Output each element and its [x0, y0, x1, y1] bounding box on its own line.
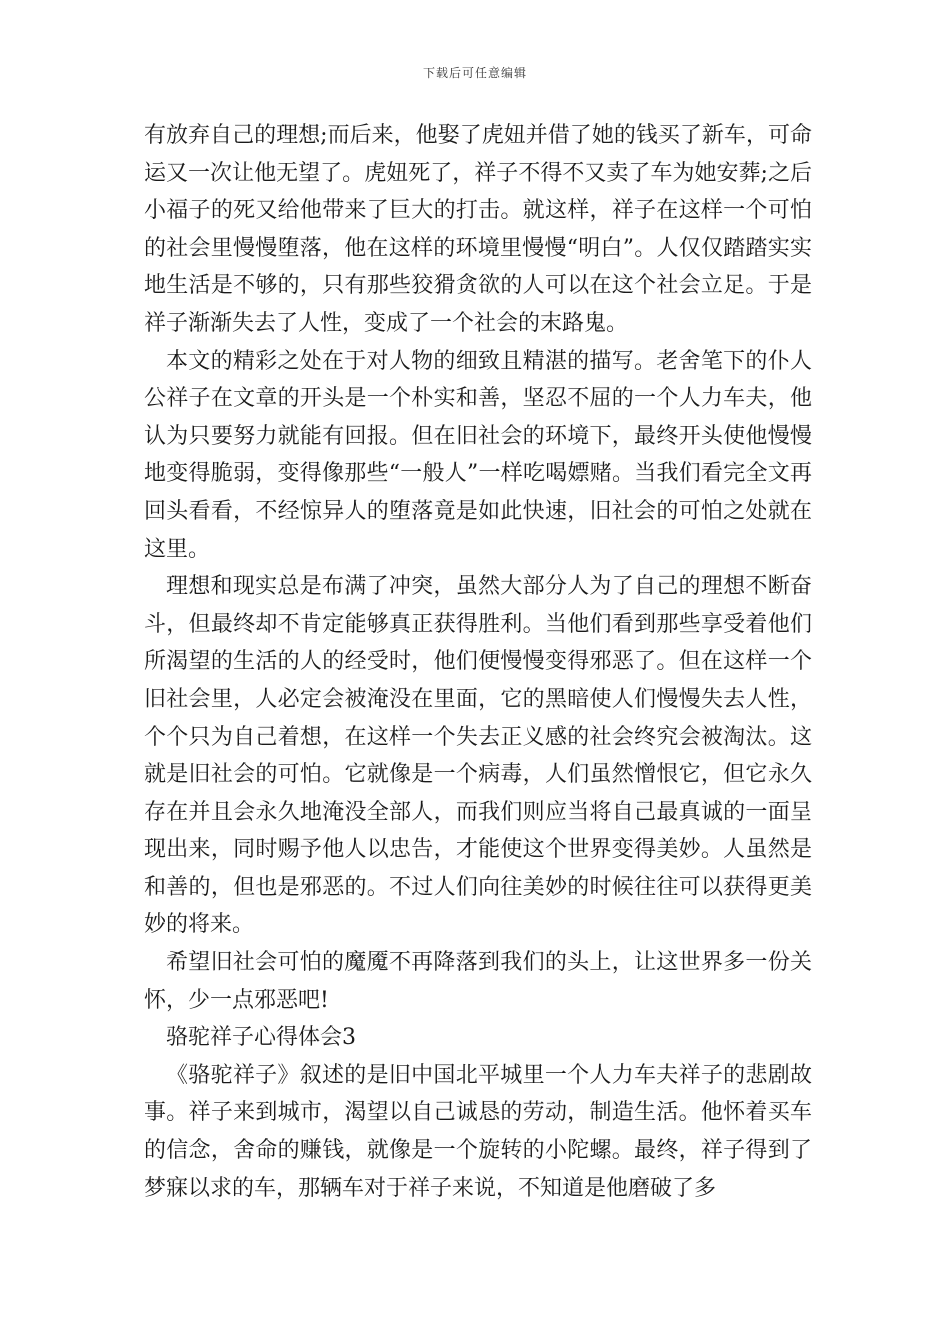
paragraph-ideal-reality: 理想和现实总是布满了冲突，虽然大部分人为了自己的理想不断奋斗，但最终却不肯定能够真正获得胜利。当他们看到那些享受着他们所渴望的生活的人的经受时，他们便慢慢变得邪恶了。但在这样一个旧社会里，人必定会被淹没在里面，它的黑暗使人们慢慢失去人性，个个只为自己着想，在这样一个失去正义感的社会终究会被淘汰。这就是旧社会的可怕。它就像是一个病毒，人们虽然憎恨它，但它永久存在并且会永久地淹没全部人，而我们则应当将自己最真诚的一面呈现出来，同时赐予他人以忠告，才能使这个世界变得美妙。人虽然是和善的，但也是邪恶的。不过人们向往美妙的时候往往可以获得更美妙的将来。 — [144, 574, 812, 938]
document-body — [144, 117, 812, 1207]
section-heading: 骆驼祥子心得体会3 — [166, 1025, 356, 1051]
page-header: 下载后可任意编辑 — [422, 66, 527, 80]
paragraph-analysis: 本文的精彩之处在于对人物的细致且精湛的描写。老舍笔下的仆人公祥子在文章的开头是一个朴实和善，坚忍不屈的一个人力车夫，他认为只要努力就能有回报。但在旧社会的环境下，最终开头使他慢慢地变得脆弱，变得像那些“一般人”一样吃喝嫖赌。当我们看完全文再回头看看，不经惊异人的堕落竟是如此快速，旧社会的可怕之处就在这里。 — [144, 348, 812, 562]
paragraph-continuation: 有放弃自己的理想;而后来，他娶了虎妞并借了她的钱买了新车，可命运又一次让他无望了。虎妞死了，祥子不得不又卖了车为她安葬;之后小福子的死又给他带来了巨大的打击。就这样，祥子在这样一个可怕的社会里慢慢堕落，他在这样的环境里慢慢“明白”。人仅仅踏踏实实地生活是不够的，只有那些狡猾贪欲的人可以在这个社会立足。于是祥子渐渐失去了人性，变成了一个社会的末路鬼。 — [144, 123, 812, 336]
paragraph-summary: 《骆驼祥子》叙述的是旧中国北平城里一个人力车夫祥子的悲剧故事。祥子来到城市，渴望以自己诚恳的劳动，制造生活。他怀着买车的信念，舍命的赚钱，就像是一个旋转的小陀螺。最终，祥子得到了梦寐以求的车，那辆车对于祥子来说，不知道是他磨破了多 — [144, 1062, 812, 1201]
paragraph-hope: 希望旧社会可怕的魔魇不再降落到我们的头上，让这世界多一份关怀，少一点邪恶吧! — [144, 950, 812, 1013]
